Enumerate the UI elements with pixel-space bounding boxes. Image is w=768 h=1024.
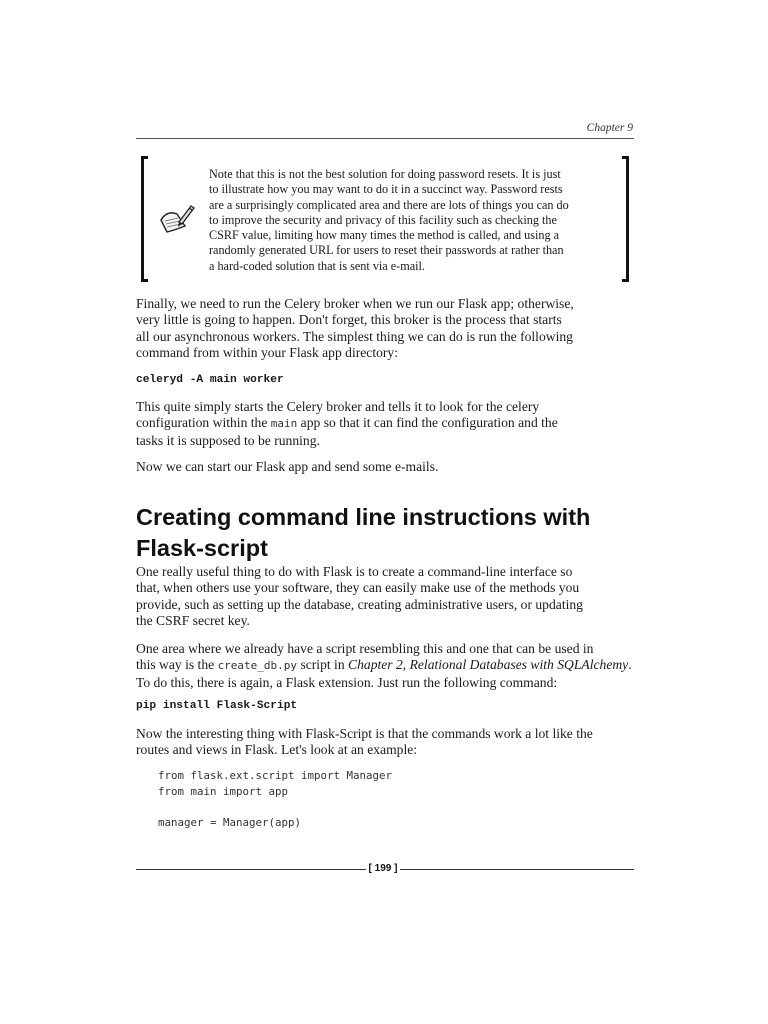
text-line: that, when others use your software, they can easily make use of the methods you [136,580,580,596]
code-example [158,768,392,831]
code-line: from main import app [158,784,289,798]
text-line: all our asynchronous workers. The simplest thing we can do is run the following [136,328,573,344]
text-line: One area where we already have a script resembling this and one that can be used in [136,641,594,656]
chapter-label: Chapter 9 [586,122,633,134]
text-run: . [628,657,632,673]
text-run: script in [297,657,349,673]
note-line: Note that this is not the best solution for doing password resets. It is just [209,167,561,181]
code-line: from flask.ext.script import Manager [158,769,393,782]
note-bracket-right [622,156,629,282]
note-box [141,156,629,282]
note-bracket-left [141,156,148,282]
paragraph-cli-intro [136,564,636,630]
inline-code-main: main [270,417,298,431]
page-number: [ 199 ] [368,863,398,874]
paragraph-create-db [136,641,636,691]
section-heading [136,502,656,564]
text-line [136,657,636,674]
text-line: One really useful thing to do with Flask is to create a command-line interface so [136,564,573,579]
paragraph-broker-config [136,399,636,449]
text-line: very little is going to happen. Don't forget, this broker is the process that starts [136,312,562,328]
code-line: manager = Manager(app) [158,816,302,830]
inline-code-create-db: create_db.py [217,659,298,673]
note-line: to illustrate how you may want to do it in a succinct way. Password rests [209,182,563,197]
paragraph-flask-script [136,726,636,759]
code-line [158,800,392,816]
page-footer [136,861,634,877]
chapter-title-reference: Relational Databases with SQLAlchemy [409,657,629,673]
paragraph-send-emails: Now we can start our Flask app and send some e-mails. [136,459,439,474]
text-line: provide, such as setting up the database, creating administrative users, or updating [136,596,583,612]
note-text [209,167,609,274]
text-line: routes and views in Flask. Let's look at an example: [136,742,418,758]
text-line [136,415,636,432]
text-line: To do this, there is again, a Flask extension. Just run the following command: [136,674,558,690]
header-rule [136,138,634,139]
paragraph-celery-broker [136,296,636,362]
text-line: tasks it is supposed to be running. [136,432,320,448]
text-line: the CSRF secret key. [136,613,250,629]
heading-line: Creating command line instructions with [136,504,591,530]
note-pencil-icon [157,200,197,236]
footer-rule-left [136,869,366,870]
text-run: this way is the [136,657,218,673]
text-line: Finally, we need to run the Celery broker when we run our Flask app; otherwise, [136,296,574,311]
note-line: to improve the security and privacy of this facility such as checking the [209,212,557,227]
note-line: randomly generated URL for users to reset their passwords at rather than [209,243,564,258]
command-celeryd: celeryd -A main worker [136,374,284,386]
text-run: , [402,657,410,673]
note-line: CSRF value, limiting how many times the method is called, and using a [209,228,560,243]
command-pip-install: pip install Flask-Script [136,700,298,712]
text-line: Now the interesting thing with Flask-Script is that the commands work a lot like the [136,726,593,741]
heading-line: Flask-script [136,535,268,561]
text-line: command from within your Flask app directory: [136,345,399,361]
text-line: This quite simply starts the Celery broker and tells it to look for the celery [136,399,540,414]
note-line: are a surprisingly complicated area and there are lots of things you can do [209,197,569,212]
footer-rule-right [400,869,634,870]
note-line: a hard-coded solution that is sent via e-mail. [209,258,425,273]
chapter-reference: Chapter 2 [348,657,403,673]
text-run: configuration within the [136,415,271,431]
text-run: app so that it can find the configuration and the [297,415,558,431]
